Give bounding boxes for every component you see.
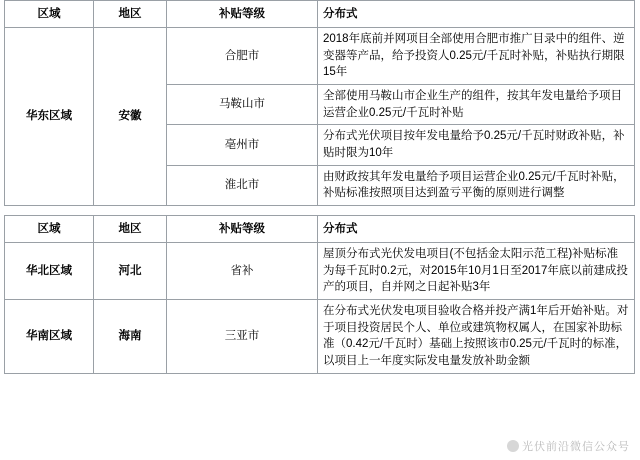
cell-level: 淮北市 (167, 165, 318, 205)
cell-level: 省补 (167, 243, 318, 300)
cell-description: 屋顶分布式光伏发电项目(不包括金太阳示范工程)补贴标准为每千瓦时0.2元，对2015年10月1日至2017年底以前建成投产的项目，自并网之日起补贴3年 (318, 243, 635, 300)
table2-header (5, 216, 635, 243)
subsidy-table-east (4, 0, 635, 206)
cell-level: 亳州市 (167, 125, 318, 165)
cell-region: 华北区域 (5, 243, 94, 300)
table-separator (0, 206, 640, 215)
table1-header (5, 1, 635, 28)
table-row (5, 243, 635, 300)
cell-level: 马鞍山市 (167, 85, 318, 125)
column-header-area: 地区 (94, 1, 167, 28)
column-header-region: 区域 (5, 1, 94, 28)
table-row (5, 300, 635, 374)
cell-description: 由财政按其年发电量给予项目运营企业0.25元/千瓦时补贴，补贴标准按照项目达到盈亏平衡的原则进行调整 (318, 165, 635, 205)
cell-region: 华东区域 (5, 28, 94, 206)
column-header-level: 补贴等级 (167, 216, 318, 243)
cell-level: 三亚市 (167, 300, 318, 374)
table-header-row (5, 1, 635, 28)
cell-area: 海南 (94, 300, 167, 374)
column-header-region: 区域 (5, 216, 94, 243)
table-row (5, 28, 635, 85)
column-header-area: 地区 (94, 216, 167, 243)
table1-body (5, 28, 635, 206)
table-header-row (5, 216, 635, 243)
table2-body (5, 243, 635, 374)
cell-description: 在分布式光伏发电项目验收合格并投产满1年后开始补贴。对于项目投资居民个人、单位或建筑物权属人，在国家补助标准（0.42元/千瓦时）基础上按照该市0.25元/千瓦时的标准，以项目上一年度实际发电量发放补助金额 (318, 300, 635, 374)
column-header-distributed: 分布式 (318, 1, 635, 28)
cell-area: 安徽 (94, 28, 167, 206)
cell-description: 全部使用马鞍山市企业生产的组件，按其年发电量给予项目运营企业0.25元/千瓦时补贴 (318, 85, 635, 125)
column-header-distributed: 分布式 (318, 216, 635, 243)
column-header-level: 补贴等级 (167, 1, 318, 28)
cell-area: 河北 (94, 243, 167, 300)
subsidy-table-north-south (4, 215, 635, 374)
cell-description: 2018年底前并网项目全部使用合肥市推广目录中的组件、逆变器等产品，给予投资人0.25元/千瓦时补贴，补贴执行期限15年 (318, 28, 635, 85)
cell-region: 华南区域 (5, 300, 94, 374)
watermark (507, 438, 630, 454)
cell-level: 合肥市 (167, 28, 318, 85)
cell-description: 分布式光伏项目按年发电量给予0.25元/千瓦时财政补贴，补贴时限为10年 (318, 125, 635, 165)
watermark-text: 光伏前沿微信公众号 (522, 441, 630, 453)
watermark-logo-icon (507, 440, 519, 452)
